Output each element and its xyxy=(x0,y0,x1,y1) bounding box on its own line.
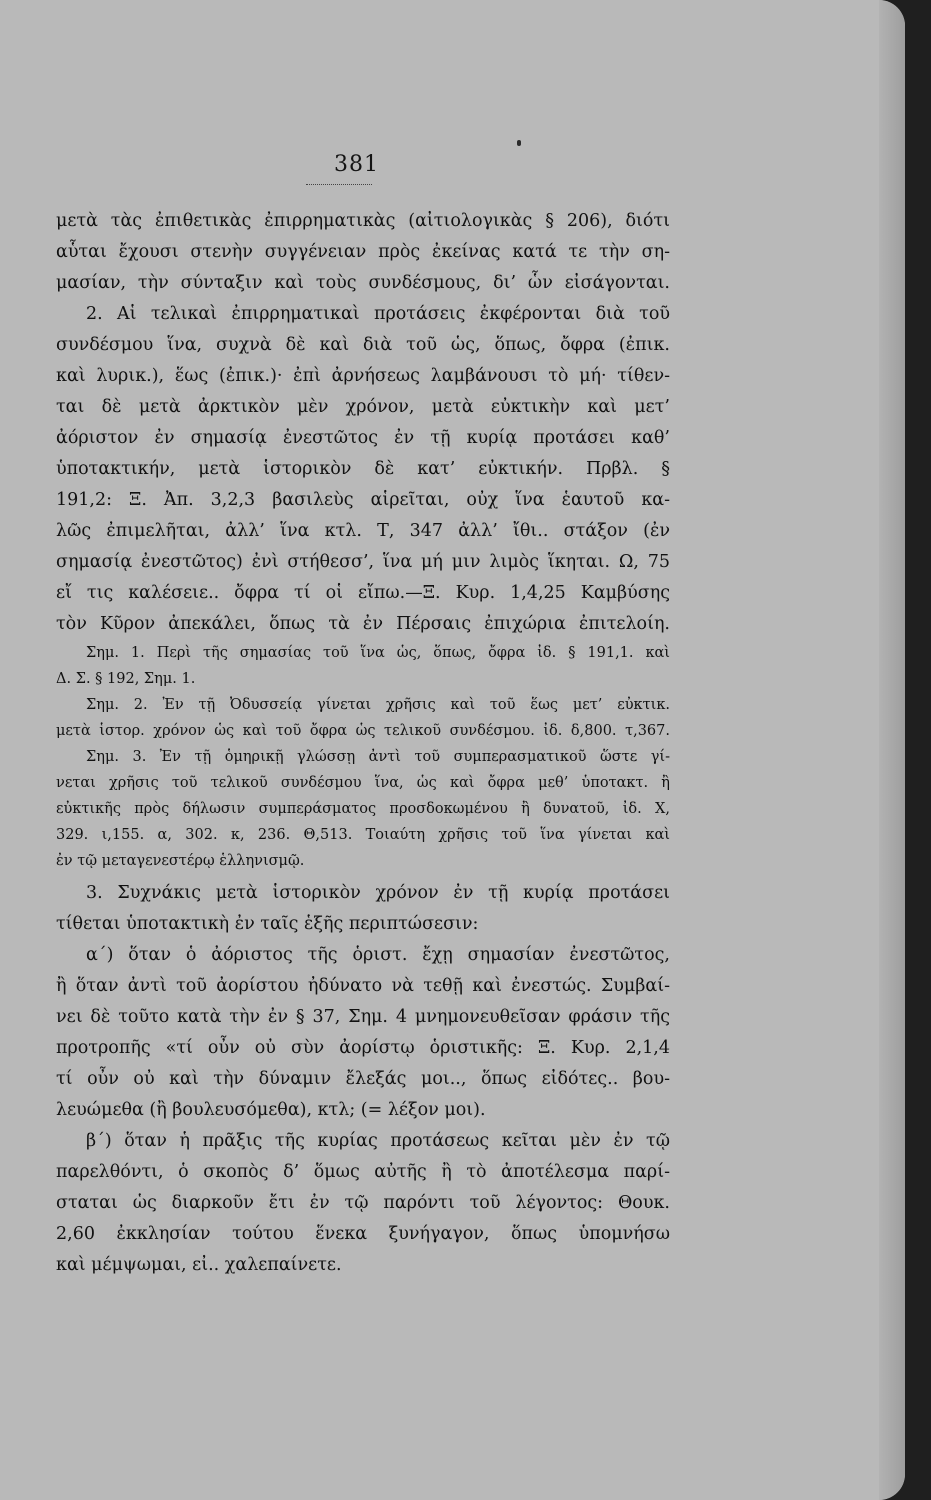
note-1 xyxy=(56,640,670,692)
item-b xyxy=(56,1126,670,1281)
text-line: νει δὲ τοῦτο κατὰ τὴν ἐν § 37, Σημ. 4 μνημονευθεῖσαν φράσιν τῆς xyxy=(56,1007,670,1027)
text-line: παρελθόντι, ὁ σκοπὸς δ’ ὅμως αὐτῆς ἢ τὸ ἀποτέλεσμα παρί- xyxy=(56,1162,670,1182)
note-2 xyxy=(56,692,670,744)
note-line: ἐν τῷ μεταγενεστέρῳ ἑλληνισμῷ. xyxy=(56,853,305,869)
text-line: τίθεται ὑποτακτικὴ ἐν ταῖς ἑξῆς περιπτώσεσιν: xyxy=(56,914,479,934)
text-line: 3. Συχνάκις μετὰ ἱστορικὸν χρόνον ἐν τῇ κυρίᾳ προτάσει xyxy=(86,883,670,903)
note-line: Σημ. 1. Περὶ τῆς σημασίας τοῦ ἵνα ὡς, ὅπως, ὄφρα ἰδ. § 191,1. καὶ xyxy=(86,645,670,661)
text-line: 191,2: Ξ. Ἀπ. 3,2,3 βασιλεὺς αἱρεῖται, οὐχ ἵνα ἑαυτοῦ κα- xyxy=(56,490,670,510)
note-line: Δ. Σ. § 192, Σημ. 1. xyxy=(56,671,196,687)
note-3 xyxy=(56,744,670,874)
text-line: ἀόριστον ἐν σημασίᾳ ἐνεστῶτος ἐν τῇ κυρίᾳ προτάσει καθ’ xyxy=(56,428,670,448)
paragraph-2 xyxy=(56,299,670,640)
text-line: ται δὲ μετὰ ἀρκτικὸν μὲν χρόνον, μετὰ εὐκτικὴν καὶ μετ’ xyxy=(56,397,670,417)
text-line: α΄) ὅταν ὁ ἀόριστος τῆς ὁριστ. ἔχῃ σημασίαν ἐνεστῶτος, xyxy=(86,945,670,965)
text-line: σημασίᾳ ἐνεστῶτος) ἐνὶ στήθεσσ’, ἵνα μή μιν λιμὸς ἵκηται. Ω, 75 xyxy=(56,552,670,572)
text-line: εἴ τις καλέσειε.. ὄφρα τί οἱ εἴπω.—Ξ. Κυρ. 1,4,25 Καμβύσης xyxy=(56,583,670,603)
text-line: λῶς ἐπιμελῆται, ἀλλ’ ἵνα κτλ. Τ, 347 ἀλλ’ ἴθι.. στάξον (ἐν xyxy=(56,521,670,541)
note-line: νεται χρῆσις τοῦ τελικοῦ συνδέσμου ἵνα, ὡς καὶ ὄφρα μεθ’ ὑποτακτ. ἢ xyxy=(56,775,670,791)
text-line: συνδέσμου ἵνα, συχνὰ δὲ καὶ διὰ τοῦ ὡς, ὅπως, ὄφρα (ἐπικ. xyxy=(56,335,670,355)
text-line: μετὰ τὰς ἐπιθετικὰς ἐπιρρηματικὰς (αἰτιολογικὰς § 206), διότι xyxy=(56,211,670,231)
page-number: 381 xyxy=(334,152,379,177)
item-a xyxy=(56,940,670,1126)
text-line: μασίαν, τὴν σύνταξιν καὶ τοὺς συνδέσμους, δι’ ὧν εἰσάγονται. xyxy=(56,273,670,293)
text-line: λευώμεθα (ἢ βουλευσόμεθα), κτλ; (= λέξον μοι). xyxy=(56,1100,486,1120)
text-line: ὑποτακτικήν, μετὰ ἱστορικὸν δὲ κατ’ εὐκτικήν. Πρβλ. § xyxy=(56,459,670,479)
text-line: β΄) ὅταν ἡ πρᾶξις τῆς κυρίας προτάσεως κεῖται μὲν ἐν τῷ xyxy=(86,1131,670,1151)
text-line: τί οὖν οὐ καὶ τὴν δύναμιν ἔλεξάς μοι.., ὅπως εἰδότες.. βου- xyxy=(56,1069,670,1089)
text-line: τὸν Κῦρον ἀπεκάλει, ὅπως τὰ ἐν Πέρσαις ἐπιχώρια ἐπιτελοίη. xyxy=(56,614,670,634)
page-body xyxy=(56,206,670,1281)
text-line: 2,60 ἐκκλησίαν τούτου ἕνεκα ξυνήγαγον, ὅπως ὑπομνήσω xyxy=(56,1224,670,1244)
paragraph-intro xyxy=(56,206,670,299)
text-line: καὶ λυρικ.), ἕως (ἐπικ.)· ἐπὶ ἀρνήσεως λαμβάνουσι τὸ μή· τίθεν- xyxy=(56,366,670,386)
note-line: Σημ. 2. Ἐν τῇ Ὀδυσσείᾳ γίνεται χρῆσις καὶ τοῦ ἕως μετ’ εὐκτικ. xyxy=(86,697,670,713)
paragraph-3 xyxy=(56,878,670,940)
text-line: σταται ὡς διαρκοῦν ἔτι ἐν τῷ παρόντι τοῦ λέγοντος: Θουκ. xyxy=(56,1193,670,1213)
text-line: καὶ μέμψωμαι, εἰ.. χαλεπαίνετε. xyxy=(56,1255,342,1275)
text-line: προτροπῆς «τί οὖν οὐ σὺν ἀορίστῳ ὁριστικῆς: Ξ. Κυρ. 2,1,4 xyxy=(56,1038,670,1058)
page-number-rule xyxy=(306,184,372,185)
ink-speck xyxy=(517,140,521,146)
note-line: μετὰ ἱστορ. χρόνον ὡς καὶ τοῦ ὄφρα ὡς τελικοῦ συνδέσμου. ἰδ. δ,800. τ,367. xyxy=(56,723,670,739)
note-line: 329. ι,155. α, 302. κ, 236. Θ,513. Τοιαύτη χρῆσις τοῦ ἵνα γίνεται καὶ xyxy=(56,827,670,843)
note-line: εὐκτικῆς πρὸς δήλωσιν συμπεράσματος προσδοκωμένου ἢ δυνατοῦ, ἰδ. Χ, xyxy=(56,801,670,817)
page-edge xyxy=(879,0,905,1500)
note-line: Σημ. 3. Ἐν τῇ ὁμηρικῇ γλώσσῃ ἀντὶ τοῦ συμπερασματικοῦ ὥστε γί- xyxy=(86,749,670,765)
text-line: αὗται ἔχουσι στενὴν συγγένειαν πρὸς ἐκείνας κατά τε τὴν ση- xyxy=(56,242,670,262)
text-line: 2. Αἱ τελικαὶ ἐπιρρηματικαὶ προτάσεις ἐκφέρονται διὰ τοῦ xyxy=(86,304,670,324)
text-line: ἢ ὅταν ἀντὶ τοῦ ἀορίστου ἠδύνατο νὰ τεθῇ καὶ ἐνεστώς. Συμβαί- xyxy=(56,976,670,996)
